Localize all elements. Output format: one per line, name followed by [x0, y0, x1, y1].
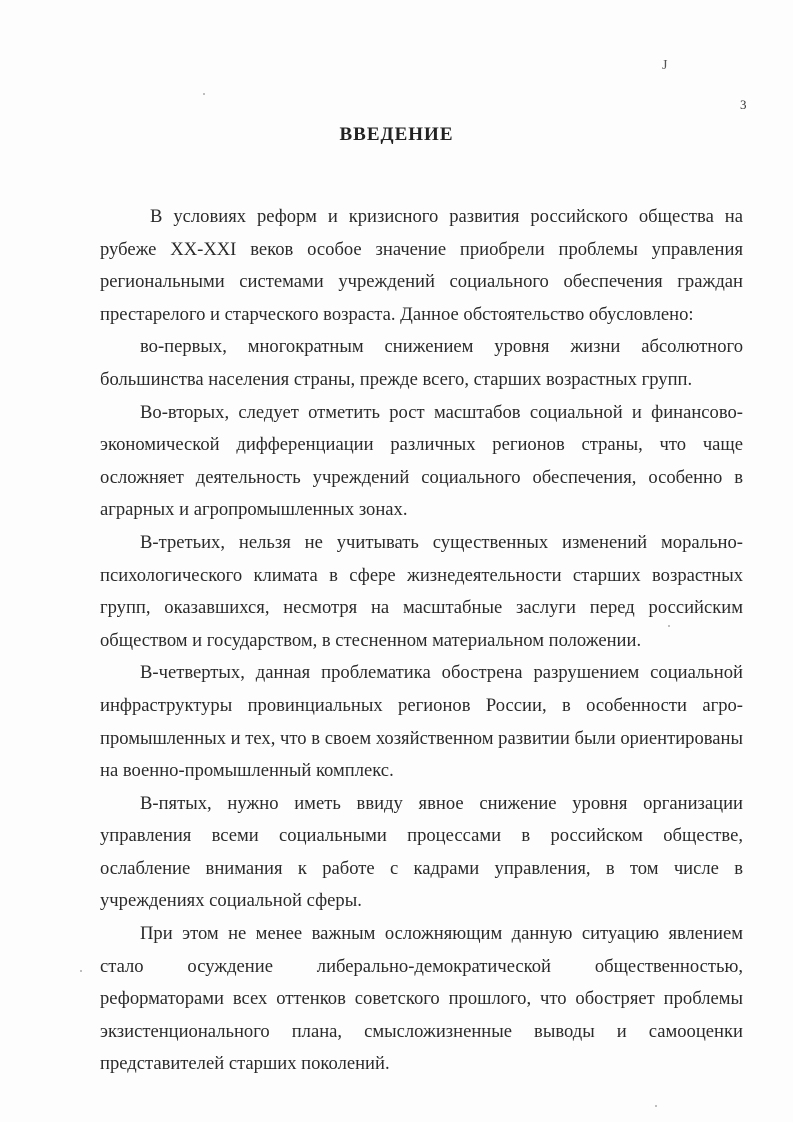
paragraph-conclusion: При этом не менее важным осложняющим данную ситуацию явлением стало осуждение либерально-демократической общественностью, реформаторами всех оттенков советского прошлого, что обостряет проблемы экзистенционального плана, смысложизненные выводы и самооценки представителей старших поколений. [100, 923, 743, 1075]
document-body [100, 201, 743, 1081]
paragraph-third-reason: В-третьих, нельзя не учитывать существенных изменений морально-психологического климата в сфере жизнедеятельности старших возрастных групп, оказавшихся, несмотря на масштабные заслуги перед российским обществом и государством, в стесненном материальном положении. [100, 531, 743, 651]
page-number: 3 [740, 97, 747, 112]
handwritten-mark: J [662, 58, 668, 73]
scan-speck [80, 970, 82, 972]
paragraph-intro: В условиях реформ и кризисного развития российского общества на рубеже XX-XXI веков особое значение приобрели проблемы управления региональными системами учреждений социального обеспечения граждан престарелого и старческого возраста. Данное обстоятельство обусловлено: [100, 206, 743, 325]
paragraph-first-reason: во-первых, многократным снижением уровня жизни абсолютного большинства населения страны, прежде всего, старших возрастных групп. [100, 336, 743, 390]
paragraph-fifth-reason: В-пятых, нужно иметь ввиду явное снижение уровня организации управления всеми социальными процессами в российском обществе, ослабление внимания к работе с кадрами управления, в том числе в учреждениях социальной сферы. [100, 792, 743, 912]
paragraph-second-reason: Во-вторых, следует отметить рост масштабов социальной и финансово-экономической дифференциации различных регионов страны, что чаще осложняет деятельность учреждений социального обеспечения, особенно в аграрных и агропромышленных зонах. [100, 401, 743, 521]
paragraph-fourth-reason: В-четвертых, данная проблематика обострена разрушением социальной инфраструктуры провинциальных регионов России, в особенности агро-промышленных и тех, что в своем хозяйственном развитии были ориентированы на военно-промышленный комплекс. [100, 662, 743, 782]
scan-speck [668, 625, 670, 627]
scan-speck [203, 93, 205, 95]
scan-speck [655, 1105, 657, 1107]
page-title: ВВЕДЕНИЕ [339, 124, 454, 145]
